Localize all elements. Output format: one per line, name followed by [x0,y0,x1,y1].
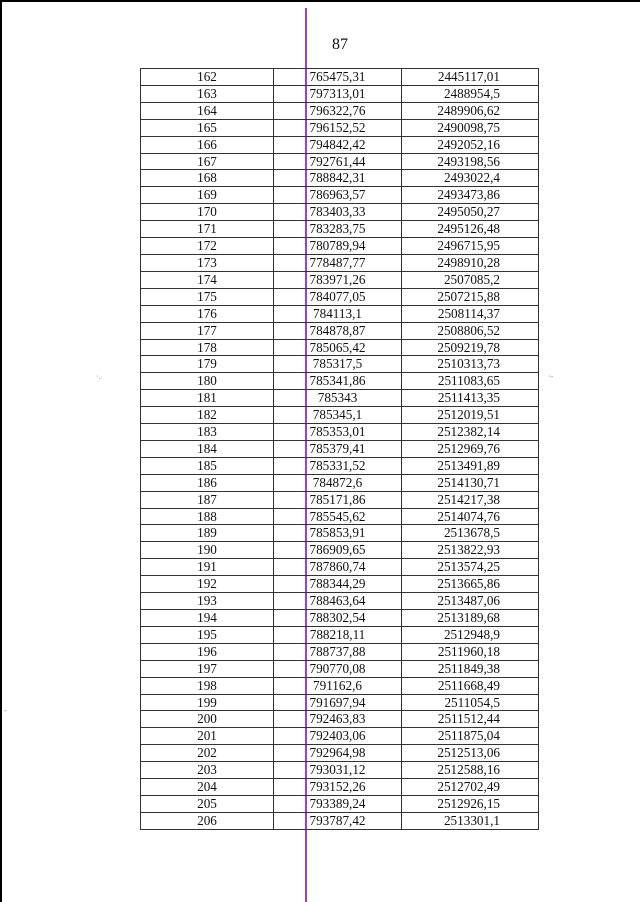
table-row [141,762,539,779]
point-number-cell: 181 [141,390,274,407]
point-number-cell: 178 [141,339,274,356]
x-coordinate-cell: 784113,1 [274,305,402,322]
x-coordinate-cell: 788842,31 [274,170,402,187]
x-coordinate-cell: 785353,01 [274,424,402,441]
x-coordinate-cell: 797313,01 [274,85,402,102]
point-number-cell: 186 [141,474,274,491]
table-row [141,170,539,187]
y-coordinate-cell: 2511413,35 [402,390,539,407]
y-coordinate-cell: 2513487,06 [402,593,539,610]
table-row [141,102,539,119]
y-coordinate-cell: 2513491,89 [402,457,539,474]
point-number-cell: 167 [141,153,274,170]
x-coordinate-cell: 783971,26 [274,271,402,288]
x-coordinate-cell: 791162,6 [274,677,402,694]
y-coordinate-cell: 2493198,56 [402,153,539,170]
table-row [141,728,539,745]
table-row [141,204,539,221]
y-coordinate-cell: 2511054,5 [402,694,539,711]
table-row [141,440,539,457]
table-row [141,119,539,136]
x-coordinate-cell: 793152,26 [274,779,402,796]
y-coordinate-cell: 2512702,49 [402,779,539,796]
table-row [141,508,539,525]
x-coordinate-cell: 788463,64 [274,593,402,610]
y-coordinate-cell: 2511875,04 [402,728,539,745]
x-coordinate-cell: 784077,05 [274,288,402,305]
point-number-cell: 169 [141,187,274,204]
y-coordinate-cell: 2512588,16 [402,762,539,779]
x-coordinate-cell: 788302,54 [274,610,402,627]
x-coordinate-cell: 784872,6 [274,474,402,491]
point-number-cell: 179 [141,356,274,373]
table-row [141,424,539,441]
point-number-cell: 193 [141,593,274,610]
table-row [141,779,539,796]
y-coordinate-cell: 2514217,38 [402,491,539,508]
point-number-cell: 162 [141,69,274,86]
x-coordinate-cell: 778487,77 [274,254,402,271]
y-coordinate-cell: 2511668,49 [402,677,539,694]
x-coordinate-cell: 792463,83 [274,711,402,728]
x-coordinate-cell: 785171,86 [274,491,402,508]
point-number-cell: 168 [141,170,274,187]
y-coordinate-cell: 2496715,95 [402,238,539,255]
scan-speck: ·- [548,372,554,381]
table-row [141,254,539,271]
table-row [141,457,539,474]
table-row [141,221,539,238]
y-coordinate-cell: 2514074,76 [402,508,539,525]
x-coordinate-cell: 788218,11 [274,626,402,643]
point-number-cell: 206 [141,812,274,829]
table-row [141,643,539,660]
scan-speck: ·. [96,372,101,381]
y-coordinate-cell: 2511849,38 [402,660,539,677]
coordinates-table [140,68,539,830]
x-coordinate-cell: 796322,76 [274,102,402,119]
table-row [141,238,539,255]
y-coordinate-cell: 2488954,5 [402,85,539,102]
point-number-cell: 199 [141,694,274,711]
table-row [141,711,539,728]
table-row [141,626,539,643]
y-coordinate-cell: 2511083,65 [402,373,539,390]
x-coordinate-cell: 785317,5 [274,356,402,373]
table-row [141,694,539,711]
y-coordinate-cell: 2513678,5 [402,525,539,542]
y-coordinate-cell: 2511960,18 [402,643,539,660]
table-row [141,187,539,204]
y-coordinate-cell: 2512948,9 [402,626,539,643]
x-coordinate-cell: 786963,57 [274,187,402,204]
point-number-cell: 173 [141,254,274,271]
x-coordinate-cell: 793031,12 [274,762,402,779]
y-coordinate-cell: 2509219,78 [402,339,539,356]
point-number-cell: 202 [141,745,274,762]
y-coordinate-cell: 2489906,62 [402,102,539,119]
table-row [141,153,539,170]
point-number-cell: 197 [141,660,274,677]
x-coordinate-cell: 785343 [274,390,402,407]
table-row [141,525,539,542]
table-row [141,745,539,762]
point-number-cell: 175 [141,288,274,305]
x-coordinate-cell: 790770,08 [274,660,402,677]
point-number-cell: 163 [141,85,274,102]
table-row [141,356,539,373]
y-coordinate-cell: 2508114,37 [402,305,539,322]
y-coordinate-cell: 2507215,88 [402,288,539,305]
y-coordinate-cell: 2513822,93 [402,542,539,559]
point-number-cell: 185 [141,457,274,474]
y-coordinate-cell: 2512019,51 [402,407,539,424]
x-coordinate-cell: 785331,52 [274,457,402,474]
point-number-cell: 180 [141,373,274,390]
table-row [141,610,539,627]
x-coordinate-cell: 780789,94 [274,238,402,255]
point-number-cell: 191 [141,559,274,576]
table-row [141,812,539,829]
table-row [141,542,539,559]
point-number-cell: 205 [141,795,274,812]
table-row [141,576,539,593]
y-coordinate-cell: 2492052,16 [402,136,539,153]
point-number-cell: 165 [141,119,274,136]
y-coordinate-cell: 2493473,86 [402,187,539,204]
point-number-cell: 190 [141,542,274,559]
table-row [141,69,539,86]
point-number-cell: 200 [141,711,274,728]
point-number-cell: 170 [141,204,274,221]
x-coordinate-cell: 788737,88 [274,643,402,660]
y-coordinate-cell: 2514130,71 [402,474,539,491]
table-row [141,559,539,576]
table-row [141,305,539,322]
table-row [141,339,539,356]
table-row [141,593,539,610]
point-number-cell: 174 [141,271,274,288]
table-row [141,85,539,102]
x-coordinate-cell: 785379,41 [274,440,402,457]
scan-speck: - [4,706,7,715]
y-coordinate-cell: 2513301,1 [402,812,539,829]
table-row [141,373,539,390]
point-number-cell: 187 [141,491,274,508]
y-coordinate-cell: 2495126,48 [402,221,539,238]
point-number-cell: 203 [141,762,274,779]
x-coordinate-cell: 793389,24 [274,795,402,812]
x-coordinate-cell: 785545,62 [274,508,402,525]
x-coordinate-cell: 796152,52 [274,119,402,136]
x-coordinate-cell: 765475,31 [274,69,402,86]
y-coordinate-cell: 2508806,52 [402,322,539,339]
y-coordinate-cell: 2507085,2 [402,271,539,288]
point-number-cell: 201 [141,728,274,745]
point-number-cell: 176 [141,305,274,322]
x-coordinate-cell: 791697,94 [274,694,402,711]
point-number-cell: 183 [141,424,274,441]
point-number-cell: 164 [141,102,274,119]
y-coordinate-cell: 2493022,4 [402,170,539,187]
table-row [141,136,539,153]
coordinates-table-body [141,69,539,830]
point-number-cell: 204 [141,779,274,796]
point-number-cell: 195 [141,626,274,643]
x-coordinate-cell: 792964,98 [274,745,402,762]
y-coordinate-cell: 2511512,44 [402,711,539,728]
x-coordinate-cell: 783283,75 [274,221,402,238]
point-number-cell: 171 [141,221,274,238]
x-coordinate-cell: 793787,42 [274,812,402,829]
y-coordinate-cell: 2513665,86 [402,576,539,593]
point-number-cell: 196 [141,643,274,660]
point-number-cell: 172 [141,238,274,255]
point-number-cell: 198 [141,677,274,694]
y-coordinate-cell: 2498910,28 [402,254,539,271]
table-row [141,288,539,305]
point-number-cell: 182 [141,407,274,424]
table-row [141,474,539,491]
point-number-cell: 166 [141,136,274,153]
y-coordinate-cell: 2510313,73 [402,356,539,373]
point-number-cell: 188 [141,508,274,525]
x-coordinate-cell: 788344,29 [274,576,402,593]
x-coordinate-cell: 783403,33 [274,204,402,221]
y-coordinate-cell: 2512382,14 [402,424,539,441]
table-row [141,677,539,694]
table-row [141,491,539,508]
y-coordinate-cell: 2513574,25 [402,559,539,576]
y-coordinate-cell: 2513189,68 [402,610,539,627]
x-coordinate-cell: 785065,42 [274,339,402,356]
table-row [141,795,539,812]
table-row [141,322,539,339]
point-number-cell: 184 [141,440,274,457]
table-row [141,407,539,424]
point-number-cell: 189 [141,525,274,542]
x-coordinate-cell: 792403,06 [274,728,402,745]
y-coordinate-cell: 2495050,27 [402,204,539,221]
table-row [141,660,539,677]
point-number-cell: 192 [141,576,274,593]
table-row [141,390,539,407]
table-row [141,271,539,288]
y-coordinate-cell: 2512969,76 [402,440,539,457]
x-coordinate-cell: 787860,74 [274,559,402,576]
x-coordinate-cell: 785345,1 [274,407,402,424]
x-coordinate-cell: 785341,86 [274,373,402,390]
x-coordinate-cell: 792761,44 [274,153,402,170]
x-coordinate-cell: 794842,42 [274,136,402,153]
x-coordinate-cell: 785853,91 [274,525,402,542]
y-coordinate-cell: 2490098,75 [402,119,539,136]
y-coordinate-cell: 2512926,15 [402,795,539,812]
x-coordinate-cell: 786909,65 [274,542,402,559]
point-number-cell: 177 [141,322,274,339]
x-coordinate-cell: 784878,87 [274,322,402,339]
page-number: 87 [332,36,348,53]
y-coordinate-cell: 2445117,01 [402,69,539,86]
y-coordinate-cell: 2512513,06 [402,745,539,762]
point-number-cell: 194 [141,610,274,627]
